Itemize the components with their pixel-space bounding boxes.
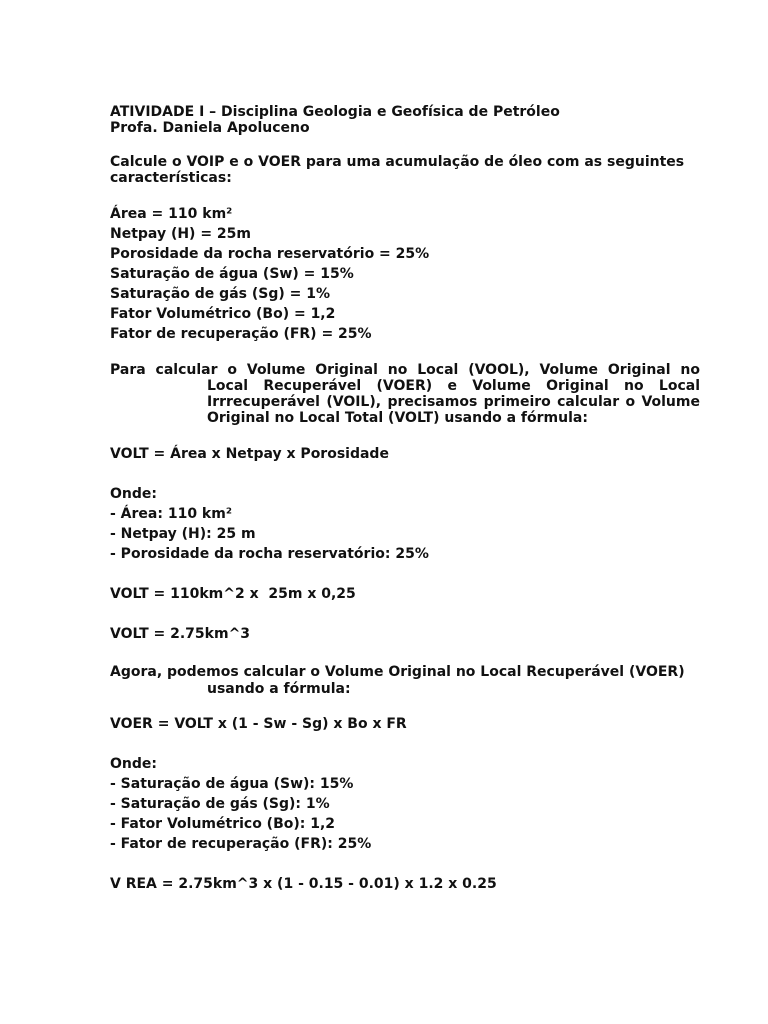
param-recovery-factor: Fator de recuperação (FR) = 25% <box>110 326 372 342</box>
explanation-paragraph-2 <box>110 664 700 698</box>
calculation-volt: VOLT = 110km^2 x 25m x 0,25 <box>110 586 356 602</box>
where-2-volume-factor: - Fator Volumétrico (Bo): 1,2 <box>110 816 336 832</box>
param-area: Área = 110 km² <box>110 206 233 222</box>
explanation-paragraph-1 <box>110 362 700 426</box>
where-1-porosity: - Porosidade da rocha reservatório: 25% <box>110 546 429 562</box>
where-1-netpay: - Netpay (H): 25 m <box>110 526 256 542</box>
where-1-area: - Área: 110 km² <box>110 506 232 522</box>
intro-line-1: Calcule o VOIP e o VOER para uma acumulação de óleo com as seguintes <box>110 154 685 170</box>
parameter-list <box>110 204 700 344</box>
formula-voer: VOER = VOLT x (1 - Sw - Sg) x Bo x FR <box>110 716 407 732</box>
document-page <box>110 102 700 894</box>
param-volume-factor: Fator Volumétrico (Bo) = 1,2 <box>110 306 336 322</box>
formula-volt: VOLT = Área x Netpay x Porosidade <box>110 446 389 462</box>
where-2-gas-saturation: - Saturação de gás (Sg): 1% <box>110 796 330 812</box>
where-2-water-saturation: - Saturação de água (Sw): 15% <box>110 776 354 792</box>
where-label-2: Onde: <box>110 756 157 772</box>
teacher-name: Profa. Daniela Apoluceno <box>110 120 310 136</box>
where-2-recovery-factor: - Fator de recuperação (FR): 25% <box>110 836 372 852</box>
explanation-1-continuation: Local Recuperável (VOER) e Volume Original no Local Irrrecuperável (VOIL), precisamos primeiro calcular o Volume Original no Local Total (VOLT) usando a fórmula: <box>207 378 700 426</box>
param-porosity: Porosidade da rocha reservatório = 25% <box>110 246 430 262</box>
explanation-2-continuation: usando a fórmula: <box>207 681 351 697</box>
param-netpay: Netpay (H) = 25m <box>110 226 252 242</box>
param-gas-saturation: Saturação de gás (Sg) = 1% <box>110 286 330 302</box>
result-volt: VOLT = 2.75km^3 <box>110 626 251 642</box>
where-label-1: Onde: <box>110 486 157 502</box>
intro-line-2: características: <box>110 170 232 186</box>
explanation-1-first-line: Para calcular o Volume Original no Local (VOOL), Volume Original no <box>110 362 700 378</box>
calculation-voer: V REA = 2.75km^3 x (1 - 0.15 - 0.01) x 1.2 x 0.25 <box>110 876 497 892</box>
param-water-saturation: Saturação de água (Sw) = 15% <box>110 266 354 282</box>
explanation-2-first-line: Agora, podemos calcular o Volume Original no Local Recuperável (VOER) <box>110 664 685 680</box>
document-title: ATIVIDADE I – Disciplina Geologia e Geofísica de Petróleo <box>110 104 560 120</box>
